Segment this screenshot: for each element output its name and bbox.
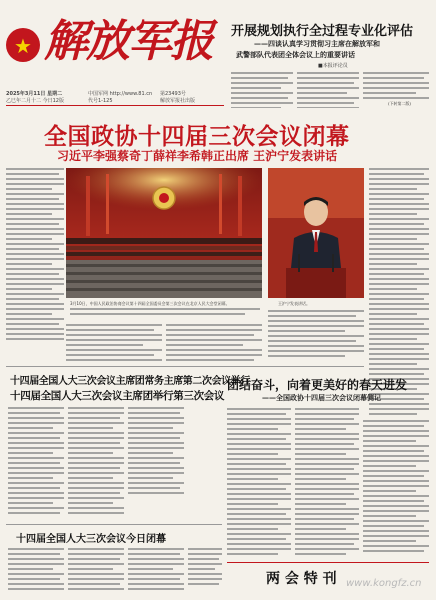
lead-story-column-3: [166, 324, 262, 364]
top-story-column-1: [231, 72, 293, 108]
conference-hall-photo: [66, 168, 262, 298]
feature-column-2: [295, 408, 359, 558]
top-story-column-3: [363, 72, 429, 102]
masthead-rule: [6, 105, 224, 106]
top-story-column-2: [297, 72, 359, 108]
lead-subheadline: 习近平李强蔡奇丁薛祥李希韩正出席 王沪宁发表讲话: [57, 149, 338, 163]
army-emblem-icon: [6, 28, 40, 62]
npc-headline-2: 十四届全国人大三次会议主席团举行第三次会议: [10, 390, 225, 402]
special-banner-rule: [227, 562, 429, 563]
speaker-photo-caption: 王沪宁发表讲话。: [278, 301, 310, 306]
npc-headline-1: 十四届全国人大三次会议主席团常务主席第二次会议举行: [10, 376, 250, 387]
closing-story-divider: [6, 524, 222, 525]
speaker-photo: [268, 168, 364, 298]
feature-headline: 团结奋斗，向着更美好的春天进发: [227, 378, 408, 392]
website-url[interactable]: 中国军网 http://www.81.cn: [88, 91, 153, 97]
post-code: 代号1-125: [88, 98, 113, 104]
publisher: 解放军报社出版: [160, 98, 196, 104]
lead-story-column-4: [268, 310, 364, 364]
special-edition-banner: 两 会 特 刊: [266, 571, 337, 587]
star-icon: ★: [14, 34, 32, 58]
lead-headline: 全国政协十四届三次会议闭幕: [44, 123, 350, 150]
speaker-image: [268, 168, 364, 298]
feature-column-3: [363, 420, 429, 560]
npc-column-1: [8, 407, 64, 519]
lead-story-column-1: [6, 168, 64, 344]
closing-column-4: [188, 548, 222, 596]
masthead-logo: 解放军报: [44, 16, 212, 67]
top-story-subhead-2: 武警部队代表团全体会议上的重要讲话: [236, 50, 355, 59]
lead-story-column-2: [66, 324, 162, 364]
top-story-continued: (下转第二版): [388, 101, 412, 106]
watermark: www.kongfz.cn: [346, 578, 422, 589]
issue-number: 第23493号: [160, 91, 186, 97]
npc-column-3: [128, 407, 184, 519]
top-story-subhead-1: ——四谈认真学习贯彻习主席在解放军和: [254, 39, 380, 48]
top-story-byline: ■本报评论员: [318, 63, 348, 69]
npc-column-2: [68, 407, 124, 519]
top-story-headline: 开展规划执行全过程专业化评估: [231, 24, 414, 39]
closing-column-3: [128, 548, 184, 596]
section-divider: [6, 366, 364, 367]
conference-photo-caption-lines: [70, 308, 260, 322]
conference-hall-image: [66, 168, 262, 298]
closing-column-2: [68, 548, 124, 596]
feature-subheadline: ——全国政协十四届三次会议闭幕侧记: [262, 393, 381, 402]
conference-photo-caption: 3月10日，中国人民政治协商会议第十四届全国委员会第三次会议在北京人民大会堂闭幕。: [70, 301, 230, 306]
closing-column-1: [8, 548, 64, 596]
feature-column-1: [227, 408, 291, 558]
issue-date: 2025年3月11日 星期二: [6, 91, 63, 97]
lunar-date: 乙巳年二月十二 今日12版: [6, 98, 64, 104]
closing-headline: 十四届全国人大三次会议今日闭幕: [16, 534, 166, 545]
